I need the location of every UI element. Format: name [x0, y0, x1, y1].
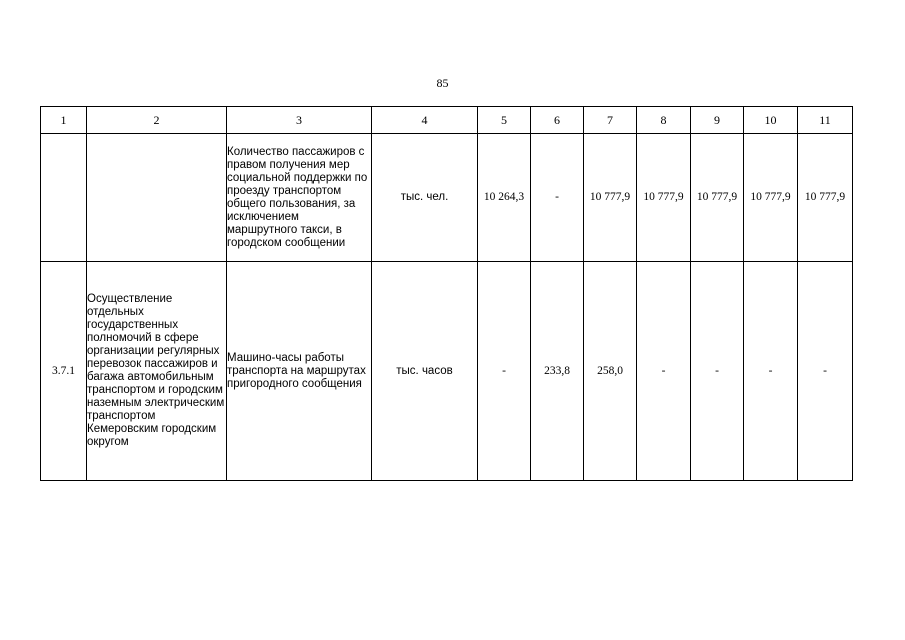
- column-header: 8: [637, 107, 691, 134]
- page-number: 85: [436, 76, 449, 90]
- row-value: 10 777,9: [744, 134, 798, 262]
- row-value: -: [798, 262, 853, 481]
- column-header: 11: [798, 107, 853, 134]
- row-value: -: [478, 262, 531, 481]
- row-value: 10 777,9: [584, 134, 637, 262]
- row-value: 233,8: [531, 262, 584, 481]
- row-activity-name: [87, 134, 227, 262]
- column-header: 5: [478, 107, 531, 134]
- table-row: [41, 262, 853, 481]
- row-value: 10 777,9: [637, 134, 691, 262]
- row-value: -: [744, 262, 798, 481]
- row-value: -: [637, 262, 691, 481]
- row-value: 10 264,3: [478, 134, 531, 262]
- column-header: 3: [227, 107, 372, 134]
- row-unit: тыс. чел.: [372, 134, 478, 262]
- row-indicator: Количество пассажиров с правом получения мер социальной поддержки по проезду транспортом общего пользования, за исключением маршрутного такси, в городском сообщении: [227, 134, 372, 262]
- row-code: 3.7.1: [41, 262, 87, 481]
- row-value: 10 777,9: [691, 134, 744, 262]
- column-header: 2: [87, 107, 227, 134]
- column-header: 6: [531, 107, 584, 134]
- column-header: 4: [372, 107, 478, 134]
- column-header: 9: [691, 107, 744, 134]
- column-header: 10: [744, 107, 798, 134]
- row-value: -: [691, 262, 744, 481]
- indicators-table: [40, 106, 853, 481]
- column-header: 1: [41, 107, 87, 134]
- row-value: -: [531, 134, 584, 262]
- row-value: 10 777,9: [798, 134, 853, 262]
- row-activity-name: Осуществление отдельных государственных полномочий в сфере организации регулярных перевозок пассажиров и багажа автомобильным транспортом и городским наземным электрическим транспортом Кемеровским городским округом: [87, 262, 227, 481]
- row-indicator: Машино-часы работы транспорта на маршрутах пригородного сообщения: [227, 262, 372, 481]
- table-header-row: [41, 107, 853, 134]
- row-code: [41, 134, 87, 262]
- row-unit: тыс. часов: [372, 262, 478, 481]
- table-row: [41, 134, 853, 262]
- column-header: 7: [584, 107, 637, 134]
- row-value: 258,0: [584, 262, 637, 481]
